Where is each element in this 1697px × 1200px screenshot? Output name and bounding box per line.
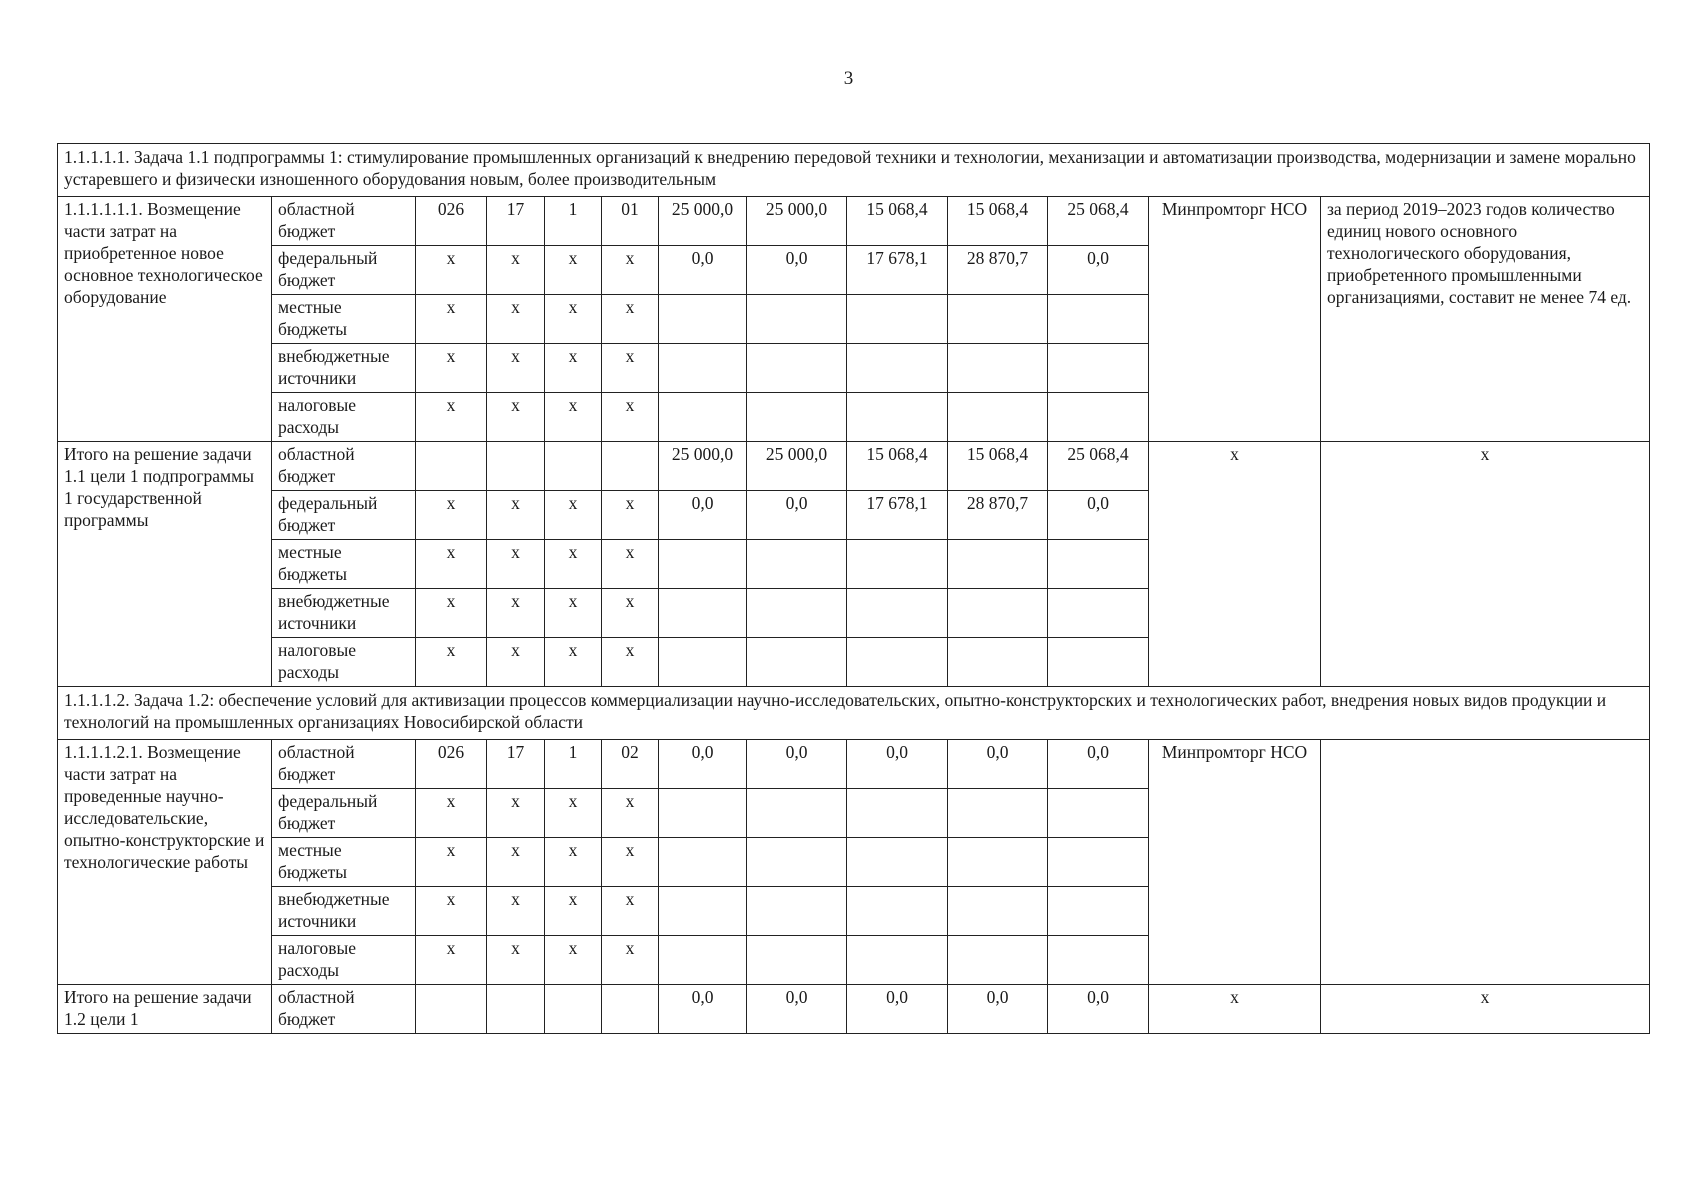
- year-value: [847, 540, 948, 589]
- year-value: [847, 887, 948, 936]
- year-value: [847, 589, 948, 638]
- budget-code: х: [602, 887, 659, 936]
- measure-executor: Минпромторг НСО: [1149, 197, 1321, 442]
- budget-code: [487, 985, 545, 1034]
- budget-code: 01: [602, 197, 659, 246]
- budget-code: х: [602, 491, 659, 540]
- budget-code: х: [416, 887, 487, 936]
- year-value: [659, 295, 747, 344]
- measure-name: 1.1.1.1.1.1. Возмещение части затрат на приобретенное новое основное технологическое оборудование: [58, 197, 272, 442]
- budget-code: х: [602, 838, 659, 887]
- year-value: 25 000,0: [747, 197, 847, 246]
- budget-code: х: [416, 936, 487, 985]
- budget-code: [545, 442, 602, 491]
- budget-code: х: [416, 393, 487, 442]
- measure-row: [58, 197, 1650, 246]
- year-value: [948, 638, 1048, 687]
- year-value: [948, 589, 1048, 638]
- year-value: [659, 589, 747, 638]
- budget-code: х: [416, 344, 487, 393]
- funding-source: местные бюджеты: [272, 295, 416, 344]
- year-value: [948, 295, 1048, 344]
- budget-code: [602, 985, 659, 1034]
- funding-source: внебюджетные источники: [272, 344, 416, 393]
- budget-code: х: [487, 936, 545, 985]
- year-value: 0,0: [659, 985, 747, 1034]
- year-value: [747, 638, 847, 687]
- total-executor: х: [1149, 985, 1321, 1034]
- budget-code: х: [545, 344, 602, 393]
- year-value: 0,0: [948, 740, 1048, 789]
- section-title: 1.1.1.1.1. Задача 1.1 подпрограммы 1: стимулирование промышленных организаций к внедрению передовой техники и технологии, механизации и автоматизации производства, модернизации и замене морально устаревшего и физически изношенного оборудования новым, более производительным: [58, 144, 1650, 197]
- budget-code: х: [416, 789, 487, 838]
- year-value: 25 000,0: [659, 197, 747, 246]
- budget-code: х: [487, 246, 545, 295]
- budget-code: х: [487, 838, 545, 887]
- funding-source: налоговые расходы: [272, 638, 416, 687]
- year-value: [747, 540, 847, 589]
- budget-code: [416, 985, 487, 1034]
- measure-result: [1321, 740, 1650, 985]
- budget-code: [487, 442, 545, 491]
- budget-code: х: [602, 393, 659, 442]
- budget-code: х: [545, 638, 602, 687]
- year-value: 25 068,4: [1048, 442, 1149, 491]
- year-value: [948, 393, 1048, 442]
- year-value: [747, 936, 847, 985]
- total-name: Итого на решение задачи 1.2 цели 1: [58, 985, 272, 1034]
- year-value: 15 068,4: [847, 442, 948, 491]
- measure-name: 1.1.1.1.2.1. Возмещение части затрат на проведенные научно-исследовательские, опытно-конструкторские и технологические работы: [58, 740, 272, 985]
- total-result: х: [1321, 442, 1650, 687]
- program-table: [57, 143, 1650, 1034]
- year-value: 0,0: [1048, 985, 1149, 1034]
- page-number: 3: [843, 68, 854, 89]
- year-value: [747, 344, 847, 393]
- year-value: [659, 887, 747, 936]
- budget-code: 1: [545, 740, 602, 789]
- year-value: [659, 838, 747, 887]
- funding-source: местные бюджеты: [272, 838, 416, 887]
- year-value: [659, 393, 747, 442]
- year-value: [1048, 887, 1149, 936]
- budget-code: х: [545, 393, 602, 442]
- funding-source: местные бюджеты: [272, 540, 416, 589]
- year-value: [847, 838, 948, 887]
- year-value: [948, 936, 1048, 985]
- measure-result: за период 2019–2023 годов количество единиц нового основного технологического оборудования, приобретенного промышленными организациями, составит не менее 74 ед.: [1321, 197, 1650, 442]
- budget-code: х: [545, 589, 602, 638]
- funding-source: федеральный бюджет: [272, 246, 416, 295]
- year-value: [747, 887, 847, 936]
- year-value: 0,0: [747, 246, 847, 295]
- year-value: 28 870,7: [948, 246, 1048, 295]
- budget-code: х: [416, 295, 487, 344]
- year-value: [747, 838, 847, 887]
- year-value: [659, 540, 747, 589]
- year-value: 0,0: [747, 740, 847, 789]
- budget-code: [602, 442, 659, 491]
- budget-code: [545, 985, 602, 1034]
- year-value: 0,0: [659, 491, 747, 540]
- year-value: 15 068,4: [948, 442, 1048, 491]
- year-value: 0,0: [1048, 740, 1149, 789]
- year-value: 0,0: [847, 985, 948, 1034]
- year-value: [659, 936, 747, 985]
- year-value: [948, 789, 1048, 838]
- year-value: 28 870,7: [948, 491, 1048, 540]
- year-value: 15 068,4: [847, 197, 948, 246]
- budget-code: х: [416, 491, 487, 540]
- table-body: [58, 144, 1650, 1034]
- year-value: [1048, 589, 1149, 638]
- year-value: 0,0: [659, 246, 747, 295]
- budget-code: х: [545, 491, 602, 540]
- budget-code: х: [545, 540, 602, 589]
- budget-code: 02: [602, 740, 659, 789]
- budget-code: х: [487, 540, 545, 589]
- budget-code: х: [416, 246, 487, 295]
- year-value: [1048, 393, 1149, 442]
- year-value: [747, 295, 847, 344]
- funding-source: областной бюджет: [272, 740, 416, 789]
- year-value: [1048, 295, 1149, 344]
- year-value: [847, 393, 948, 442]
- total-row: [58, 985, 1650, 1034]
- year-value: 0,0: [1048, 491, 1149, 540]
- budget-code: х: [602, 540, 659, 589]
- year-value: [948, 540, 1048, 589]
- budget-code: х: [602, 589, 659, 638]
- budget-code: х: [416, 838, 487, 887]
- budget-code: 1: [545, 197, 602, 246]
- budget-code: х: [602, 344, 659, 393]
- year-value: 0,0: [1048, 246, 1149, 295]
- year-value: 25 068,4: [1048, 197, 1149, 246]
- funding-source: федеральный бюджет: [272, 491, 416, 540]
- budget-code: 17: [487, 197, 545, 246]
- year-value: [1048, 638, 1149, 687]
- budget-code: х: [487, 789, 545, 838]
- funding-source: внебюджетные источники: [272, 887, 416, 936]
- funding-source: областной бюджет: [272, 197, 416, 246]
- funding-source: областной бюджет: [272, 985, 416, 1034]
- budget-code: х: [602, 789, 659, 838]
- budget-code: х: [487, 638, 545, 687]
- total-result: х: [1321, 985, 1650, 1034]
- budget-code: х: [487, 295, 545, 344]
- year-value: [747, 393, 847, 442]
- year-value: [1048, 540, 1149, 589]
- budget-code: х: [416, 589, 487, 638]
- section-title-row: [58, 144, 1650, 197]
- budget-code: х: [487, 491, 545, 540]
- section-title-row: [58, 687, 1650, 740]
- year-value: [1048, 344, 1149, 393]
- budget-code: х: [602, 936, 659, 985]
- year-value: 0,0: [847, 740, 948, 789]
- year-value: [948, 344, 1048, 393]
- budget-code: х: [545, 887, 602, 936]
- year-value: 0,0: [948, 985, 1048, 1034]
- year-value: [1048, 838, 1149, 887]
- year-value: [659, 789, 747, 838]
- year-value: [659, 344, 747, 393]
- funding-source: внебюджетные источники: [272, 589, 416, 638]
- measure-row: [58, 740, 1650, 789]
- year-value: 25 000,0: [747, 442, 847, 491]
- funding-source: федеральный бюджет: [272, 789, 416, 838]
- year-value: [948, 887, 1048, 936]
- total-name: Итого на решение задачи 1.1 цели 1 подпрограммы 1 государственной программы: [58, 442, 272, 687]
- year-value: [847, 638, 948, 687]
- year-value: 0,0: [659, 740, 747, 789]
- budget-code: х: [487, 887, 545, 936]
- measure-executor: Минпромторг НСО: [1149, 740, 1321, 985]
- year-value: [1048, 936, 1149, 985]
- section-title: 1.1.1.1.2. Задача 1.2: обеспечение условий для активизации процессов коммерциализации научно-исследовательских, опытно-конструкторских и технологических работ, внедрения новых видов продукции и технологий на промышленных организациях Новосибирской области: [58, 687, 1650, 740]
- budget-code: х: [487, 393, 545, 442]
- budget-code: х: [416, 638, 487, 687]
- budget-code: 026: [416, 740, 487, 789]
- budget-code: х: [545, 246, 602, 295]
- year-value: 17 678,1: [847, 246, 948, 295]
- total-executor: х: [1149, 442, 1321, 687]
- funding-source: налоговые расходы: [272, 936, 416, 985]
- year-value: 25 000,0: [659, 442, 747, 491]
- budget-code: х: [545, 789, 602, 838]
- year-value: 0,0: [747, 491, 847, 540]
- year-value: [847, 344, 948, 393]
- total-row: [58, 442, 1650, 491]
- budget-code: х: [602, 295, 659, 344]
- budget-code: [416, 442, 487, 491]
- budget-code: х: [545, 838, 602, 887]
- budget-code: х: [545, 295, 602, 344]
- budget-code: 026: [416, 197, 487, 246]
- year-value: [659, 638, 747, 687]
- budget-code: х: [545, 936, 602, 985]
- budget-code: х: [602, 638, 659, 687]
- year-value: [847, 789, 948, 838]
- year-value: 0,0: [747, 985, 847, 1034]
- year-value: 17 678,1: [847, 491, 948, 540]
- budget-code: х: [487, 589, 545, 638]
- year-value: [747, 789, 847, 838]
- year-value: [747, 589, 847, 638]
- funding-source: областной бюджет: [272, 442, 416, 491]
- budget-code: х: [487, 344, 545, 393]
- budget-code: х: [602, 246, 659, 295]
- year-value: [847, 295, 948, 344]
- year-value: 15 068,4: [948, 197, 1048, 246]
- year-value: [847, 936, 948, 985]
- budget-code: 17: [487, 740, 545, 789]
- budget-code: х: [416, 540, 487, 589]
- year-value: [1048, 789, 1149, 838]
- year-value: [948, 838, 1048, 887]
- funding-source: налоговые расходы: [272, 393, 416, 442]
